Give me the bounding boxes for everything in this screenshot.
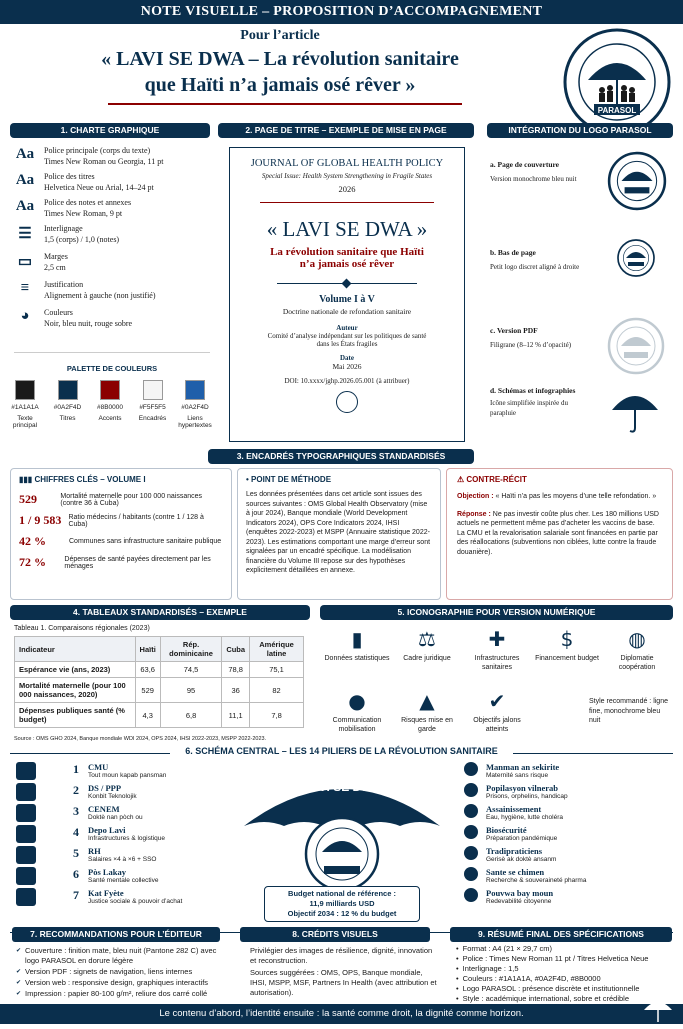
special-issue: Special Issue: Health System Strengthening in Fragile States (261, 172, 433, 180)
charte-icon: ☰ (18, 226, 32, 242)
pillar-icon (16, 783, 36, 801)
swatch-name: Titres (59, 415, 76, 422)
mockup-volume: Volume I à V (319, 294, 375, 305)
charte-icon: ◕ (20, 308, 30, 324)
logo-variant-icon (606, 150, 668, 212)
chart-icon: ▮ (351, 627, 363, 651)
pillar-number: 6 (73, 867, 79, 881)
charte-item-desc: Times New Roman ou Georgia, 11 pt (44, 156, 164, 166)
pillar-icon (464, 846, 478, 860)
swatch-hex: #1A1A1A (11, 404, 39, 411)
pillar-title: Pòs Lakay (88, 867, 127, 877)
resume-item (456, 944, 678, 954)
charte-icon: Aa (15, 172, 35, 188)
charte-item (14, 224, 214, 245)
charte-item-title: Marges (44, 252, 68, 261)
charte-item-title: Justification (44, 280, 84, 289)
pillar-icon (464, 804, 478, 818)
charte-icon: Aa (15, 146, 35, 162)
resume-list (456, 944, 678, 1004)
table-row (15, 678, 304, 703)
key-figure-value: 529 (19, 492, 37, 506)
palette-swatch (180, 380, 210, 429)
resume-text: Couleurs : #1A1A1A, #0A2F4D, #8B0000 (462, 974, 601, 983)
charte-item-desc: 2,5 cm (44, 262, 66, 272)
swatch-name: Encadrés (138, 415, 167, 422)
palette-swatch (138, 380, 168, 429)
key-figure (19, 513, 223, 528)
journal-name: JOURNAL OF GLOBAL HEALTH POLICY (250, 158, 444, 169)
resume-item (456, 954, 678, 964)
icon-label: Données statistiques (324, 655, 390, 662)
credits-box (250, 946, 440, 998)
logo-variant-icon (616, 238, 656, 278)
warning-icon: ▲ (419, 689, 435, 713)
swatch-name: Accents (98, 415, 122, 422)
author-label: Auteur (336, 324, 358, 332)
integration-item (490, 150, 670, 220)
integration-item (490, 316, 670, 386)
resume-item (456, 974, 678, 984)
pillar-subtitle: Konbit Teknolojik (88, 793, 137, 800)
pillar-icon (16, 804, 36, 822)
titlepage-heading: 2. PAGE DE TITRE – EXEMPLE DE MISE EN PAGE (218, 123, 474, 138)
pillar-right (464, 825, 676, 842)
icon-item (392, 688, 462, 734)
umbrella-label: LAVI SE DWA (303, 780, 381, 794)
charte-item-title: Interlignage (44, 224, 83, 233)
charte-item-title: Couleurs (44, 308, 73, 317)
palette-swatch (53, 380, 83, 429)
mockup-date: Mai 2026 (332, 362, 362, 371)
pillar-title: DS / PPP (88, 783, 122, 793)
charte-item-desc: Noir, bleu nuit, rouge sobre (44, 318, 133, 328)
pillar-title: Manman an sekirite (486, 762, 560, 772)
integration-title: c. Version PDF (490, 326, 538, 335)
pillar-icon (464, 783, 478, 797)
table-cell: 63,6 (135, 662, 160, 678)
charte-item (14, 172, 214, 193)
table-caption: Tableau 1. Comparaisons régionales (2023) (14, 625, 150, 632)
swatch-color (143, 380, 163, 400)
table-cell: Espérance vie (ans, 2023) (15, 662, 136, 678)
table-cell: 529 (135, 678, 160, 703)
pillar-subtitle: Préparation pandémique (486, 835, 558, 842)
charte-icon: ▭ (17, 254, 33, 270)
integration-heading: INTÉGRATION DU LOGO PARASOL (487, 123, 673, 138)
counter-narrative-box (446, 468, 673, 600)
pillar-right (464, 762, 676, 779)
charte-item (14, 146, 214, 167)
hospital-icon: ✚ (488, 627, 506, 651)
pillar-number: 2 (73, 783, 79, 797)
pillar-right (464, 867, 676, 884)
key-figure-text: Dépenses de santé payées directement par les ménages (64, 555, 211, 570)
budget-line1: Budget national de référence : (288, 889, 396, 898)
mockup-big-title: « LAVI SE DWA » (266, 217, 428, 241)
integration-desc: Icône simplifiée inspirée du parapluie (490, 399, 568, 417)
pillar-number: 1 (73, 762, 79, 776)
pillar-subtitle: Infrastructures & logistique (88, 835, 165, 842)
footer-umbrella-icon (642, 998, 674, 1024)
date-label: Date (340, 354, 354, 362)
pillar-icon (16, 846, 36, 864)
article-title-line1: « LAVI SE DWA – La révolution sanitaire (101, 48, 459, 70)
icon-label: Objectifs jalons atteints (473, 717, 521, 733)
resume-item (456, 964, 678, 974)
mockup-doctrine: Doctrine nationale de refondation sanitaire (282, 307, 412, 316)
reco-text: Version web : responsive design, graphiques interactifs (25, 978, 209, 987)
pillar-icon (16, 867, 36, 885)
comparison-table (14, 636, 304, 728)
bullet-icon: • (456, 944, 459, 953)
pillar-left (70, 846, 250, 863)
table-cell: 75,1 (250, 662, 304, 678)
pillar-title: Biosécurité (486, 825, 527, 835)
charte-icon: ≡ (20, 280, 30, 296)
author-line1: Comité d’analyse indépendant sur les politiques de santé (267, 332, 427, 340)
charte-item (14, 280, 214, 301)
charte-heading: 1. CHARTE GRAPHIQUE (10, 123, 210, 138)
credits-heading: 8. CRÉDITS VISUELS (240, 927, 430, 942)
money-icon: $ (560, 627, 574, 651)
swatch-hex: #0A2F4D (53, 404, 82, 411)
pillar-left (70, 825, 250, 842)
resume-text: Police : Times New Roman 11 pt / Titres Helvetica Neue (462, 954, 649, 963)
bullet-icon: • (456, 964, 459, 973)
schema-heading: 6. SCHÉMA CENTRAL – LES 14 PILIERS DE LA RÉVOLUTION SANITAIRE (170, 746, 513, 756)
bullet-icon: • (456, 954, 459, 963)
integration-title: a. Page de couverture (490, 160, 560, 169)
charte-item-desc: Alignement à gauche (non justifié) (44, 290, 156, 300)
counter-title: CONTRE-RÉCIT (466, 475, 527, 484)
table-header: Haïti (135, 637, 160, 662)
resume-text: Interlignage : 1,5 (462, 964, 519, 973)
method-box (237, 468, 441, 600)
pillar-subtitle: Justice sociale & pouvoir d’achat (88, 898, 183, 905)
response-text: Ne pas investir coûte plus cher. Les 180 millions USD actuels ne permettent même pas d’acheter les vaccins de base. La CMU et la revalorisation salariale sont financées en partie par des réallocations (subventions non ciblées, lutte contre la fraude douanière). (457, 510, 659, 556)
pillar-title: CMU (88, 762, 109, 772)
charte-item-desc: Times New Roman, 9 pt (44, 208, 123, 218)
key-figure-text: Mortalité maternelle pour 100 000 naissances (contre 36 à Cuba) (60, 492, 203, 507)
table-cell: 36 (222, 678, 250, 703)
check-icon: ✔ (16, 969, 22, 975)
integration-desc: Version monochrome bleu nuit (490, 175, 577, 183)
table-cell: 11,1 (222, 703, 250, 728)
pillar-title: Popilasyon vilnerab (486, 783, 559, 793)
pillar-icon (464, 762, 478, 776)
method-text: Les données présentées dans cet article sont issues des sources suivantes : OMS Global Health Observatory (mise à jour 2024), Banque mondiale (World Development Indicators 2024), OPS Core Indicators 2024, IHSI (enquêtes 2022-2023) et MSPP (Annuaire statistique 2022-2023). Les estimations comportant une marge d’erreur sont signalées par un encadré spécifique. La modélisation financière du Volume III repose sur des hypothèses explicitement détaillées en annexe. (246, 491, 431, 574)
pillar-subtitle: Prisons, orphelins, handicap (486, 793, 568, 800)
icon-item (322, 626, 392, 663)
icon-style-note: Style recommandé : ligne fine, monochrome bleu nuit (589, 698, 668, 724)
integration-title: b. Bas de page (490, 248, 536, 257)
icon-item (462, 626, 532, 672)
integration-desc: Petit logo discret aligné à droite (490, 263, 580, 271)
key-figure-value: 1 / 9 583 (19, 513, 62, 527)
pillar-icon (464, 825, 478, 839)
pour-label: Pour l’article (240, 28, 320, 43)
objection-label: Objection : (457, 493, 494, 500)
swatch-color (58, 380, 78, 400)
pillar-title: CENEM (88, 804, 120, 814)
pillar-number: 4 (73, 825, 79, 839)
pillar-icon (16, 825, 36, 843)
pillar-left (70, 804, 250, 821)
reco-item (16, 989, 226, 999)
logo-variant-icon (606, 316, 666, 376)
table-row (15, 703, 304, 728)
icono-heading: 5. ICONOGRAPHIE POUR VERSION NUMÉRIQUE (320, 605, 673, 620)
icon-item (532, 626, 602, 663)
mockup-doi: DOI: 10.xxxx/jghp.2026.05.001 (à attribuer) (284, 377, 410, 385)
table-row (15, 662, 304, 678)
bar-chart-icon: ▮▮▮ (19, 475, 35, 484)
mockup-sub1: La révolution sanitaire que Haïti (270, 246, 424, 258)
reco-text: Impression : papier 80-100 g/m², reliure dos carré collé (25, 989, 208, 998)
swatch-hex: #F5F5F5 (139, 404, 166, 411)
key-figure (19, 555, 223, 570)
pillar-title: Depo Lavi (88, 825, 126, 835)
method-title: POINT DE MÉTHODE (251, 475, 332, 484)
pillar-title: Sante se chimen (486, 867, 545, 877)
footer-banner: Le contenu d’abord, l’identité ensuite : la santé comme droit, la dignité comme horizon. (0, 1004, 683, 1024)
pillar-number: 7 (73, 888, 79, 902)
charte-item (14, 198, 214, 219)
swatch-color (185, 380, 205, 400)
charte-item-desc: 1,5 (corps) / 1,0 (notes) (44, 234, 120, 244)
key-figure-text: Communes sans infrastructure sanitaire publique (69, 538, 222, 545)
resume-text: Format : A4 (21 × 29,7 cm) (462, 944, 553, 953)
key-figures-list (19, 492, 223, 570)
pillar-title: Kat Fyète (88, 888, 124, 898)
table-cell: 74,5 (160, 662, 222, 678)
icon-item (392, 626, 462, 663)
speech-icon: ● (348, 689, 366, 713)
key-figure (19, 492, 223, 507)
pillar-subtitle: Redevabilité citoyenne (486, 898, 552, 905)
globe-icon: ◍ (628, 627, 646, 651)
reco-text: Version PDF : signets de navigation, liens internes (25, 967, 193, 976)
charte-item-desc: Helvetica Neue ou Arial, 14–24 pt (44, 182, 154, 192)
warning-icon: ⚠ (457, 475, 467, 484)
pillar-subtitle: Tout moun kapab pansman (88, 772, 167, 779)
resume-item (456, 984, 678, 994)
tableau-heading: 4. TABLEAUX STANDARDISÉS – EXEMPLE (10, 605, 310, 620)
pillar-left (70, 888, 250, 905)
integration-item (490, 386, 670, 456)
pillar-subtitle: Maternité sans risque (486, 772, 549, 779)
swatch-name: Liens hypertextes (178, 415, 212, 429)
icon-item (462, 688, 532, 734)
reco-text: Couverture : finition mate, bleu nuit (Pantone 282 C) avec logo PARASOL en dorure légère (25, 946, 217, 965)
icon-label: Communication mobilisation (332, 717, 382, 733)
pillar-number: 3 (73, 804, 79, 818)
resume-text: Logo PARASOL : présence discrète et institutionnelle (462, 984, 640, 993)
color-palette (10, 380, 210, 429)
mockup-sub2: n’a jamais osé rêver (299, 258, 395, 270)
charte-item (14, 308, 214, 329)
pillar-right (464, 888, 676, 905)
reco-list (16, 946, 226, 1000)
reco-heading: 7. RECOMMANDATIONS POUR L’ÉDITEUR (12, 927, 220, 942)
check-icon: ✔ (16, 948, 22, 954)
response-label: Réponse : (457, 510, 491, 518)
pillar-left (70, 867, 250, 884)
encadres-heading: 3. ENCADRÉS TYPOGRAPHIQUES STANDARDISÉS (208, 449, 474, 464)
pillar-subtitle: Santé mentale collective (88, 877, 159, 884)
pillar-subtitle: Salaires ×4 à ×6 + SSO (88, 856, 157, 863)
article-title-line2: que Haïti n’a jamais osé rêver » (144, 74, 416, 96)
budget-line2: 11,9 milliards USD (309, 899, 375, 908)
icon-label: Infrastructures sanitaires (474, 655, 520, 671)
bullet-icon: • (456, 974, 459, 983)
pillar-icon (464, 888, 478, 902)
table-header: Rép. dominicaine (160, 637, 222, 662)
icon-label: Diplomatie coopération (618, 655, 656, 671)
budget-line3: Objectif 2034 : 12 % du budget (287, 909, 397, 918)
table-cell: 82 (250, 678, 304, 703)
swatch-color (100, 380, 120, 400)
mockup-logo-icon (336, 391, 358, 413)
reco-item (16, 967, 226, 977)
pillar-icon (464, 867, 478, 881)
pillar-icon (16, 762, 36, 780)
table-header: Indicateur (15, 637, 136, 662)
key-figure-value: 42 % (19, 534, 46, 548)
pillar-title: Pouvwa bay moun (486, 888, 554, 898)
check-icon: ✔ (16, 980, 22, 986)
bullet-icon: • (456, 994, 459, 1003)
journal-year: 2026 (338, 184, 356, 194)
icon-item (322, 688, 392, 734)
pillar-number: 5 (73, 846, 79, 860)
table-cell: 95 (160, 678, 222, 703)
table-header: Amérique latine (250, 637, 304, 662)
swatch-name: Texte principal (12, 415, 38, 429)
pillar-title: Assainissement (486, 804, 542, 814)
resume-heading: 9. RÉSUMÉ FINAL DES SPÉCIFICATIONS (450, 927, 672, 942)
swatch-hex: #0A2F4D (181, 404, 209, 411)
table-cell: 4,3 (135, 703, 160, 728)
charte-item-title: Police des titres (44, 172, 95, 181)
pillar-right (464, 846, 676, 863)
icon-item (602, 626, 672, 672)
credits-p1: Privilégier des images de résilience, dignité, innovation et reconstruction. (250, 946, 433, 965)
integration-item (490, 238, 670, 308)
integration-title: d. Schémas et infographies (490, 386, 576, 395)
key-figure (19, 534, 223, 549)
charte-item-title: Police des notes et annexes (44, 198, 132, 207)
check-icon: ✔ (488, 689, 506, 713)
top-banner: NOTE VISUELLE – PROPOSITION D’ACCOMPAGNEMENT (0, 0, 683, 24)
key-figure-value: 72 % (19, 555, 46, 569)
icon-label: Cadre juridique (403, 655, 451, 662)
charte-item (14, 252, 214, 273)
palette-title: PALETTE DE COULEURS (66, 364, 158, 373)
table-source: Source : OMS GHO 2024, Banque mondiale WDI 2024, OPS 2024, IHSI 2022-2023, MSPP 2022-2023. (14, 736, 267, 742)
table-cell: Mortalité maternelle (pour 100 000 naissances, 2020) (15, 678, 136, 703)
table-cell: Dépenses publiques santé (% budget) (15, 703, 136, 728)
key-figures-title: CHIFFRES CLÉS – VOLUME I (34, 475, 146, 484)
integration-desc: Filigrane (8–12 % d’opacité) (490, 341, 572, 349)
table-cell: 7,8 (250, 703, 304, 728)
swatch-color (15, 380, 35, 400)
pillar-left (70, 762, 250, 779)
pillar-subtitle: Doktè nan pòch ou (88, 814, 143, 821)
check-icon: ✔ (16, 991, 22, 997)
icon-label: Risques mise en garde (401, 717, 453, 733)
title-page-mockup (229, 147, 465, 442)
charte-icon: Aa (15, 198, 35, 214)
bullet-icon: • (456, 984, 459, 993)
logo-name: PARASOL (597, 106, 637, 115)
umbrella-icon (610, 386, 660, 436)
swatch-hex: #8B0000 (96, 404, 124, 411)
scale-icon: ⚖ (418, 627, 436, 651)
pillar-subtitle: Eau, hygiène, lutte choléra (486, 814, 563, 821)
charte-item-title: Police principale (corps du texte) (44, 146, 151, 155)
icon-label: Financement budget (535, 655, 599, 662)
pillar-subtitle: Gerisè ak doktè ansanm (486, 856, 557, 863)
title-rule (108, 103, 462, 105)
table-cell: 6,8 (160, 703, 222, 728)
reco-item (16, 978, 226, 988)
parasol-logo (558, 28, 676, 136)
pillar-icon (16, 888, 36, 906)
objection-text: « Haïti n’a pas les moyens d’une telle refondation. » (495, 493, 657, 500)
table-cell: 78,8 (222, 662, 250, 678)
pillar-title: Tradipraticiens (486, 846, 543, 856)
pillar-right (464, 804, 676, 821)
palette-swatch (95, 380, 125, 429)
key-figures-box (10, 468, 232, 600)
author-line2: dans les États fragiles (316, 340, 378, 348)
credits-p2: Sources suggérées : OMS, OPS, Banque mondiale, IHSI, MSPP, MSF, Partners In Health (avec attribution et autorisation). (250, 968, 437, 997)
resume-text: Style : académique international, sobre et crédible (462, 994, 629, 1003)
budget-box (264, 886, 420, 922)
pillar-left (70, 783, 250, 800)
table-header: Cuba (222, 637, 250, 662)
reco-item (16, 946, 226, 966)
pillar-subtitle: Recherche & souveraineté pharma (486, 877, 587, 884)
pillar-right (464, 783, 676, 800)
charte-list (14, 146, 214, 336)
key-figure-text: Ratio médecins / habitants (contre 1 / 128 à Cuba) (68, 513, 204, 528)
dot-icon: • (246, 475, 252, 484)
palette-swatch (10, 380, 40, 429)
pillar-title: RH (88, 846, 101, 856)
